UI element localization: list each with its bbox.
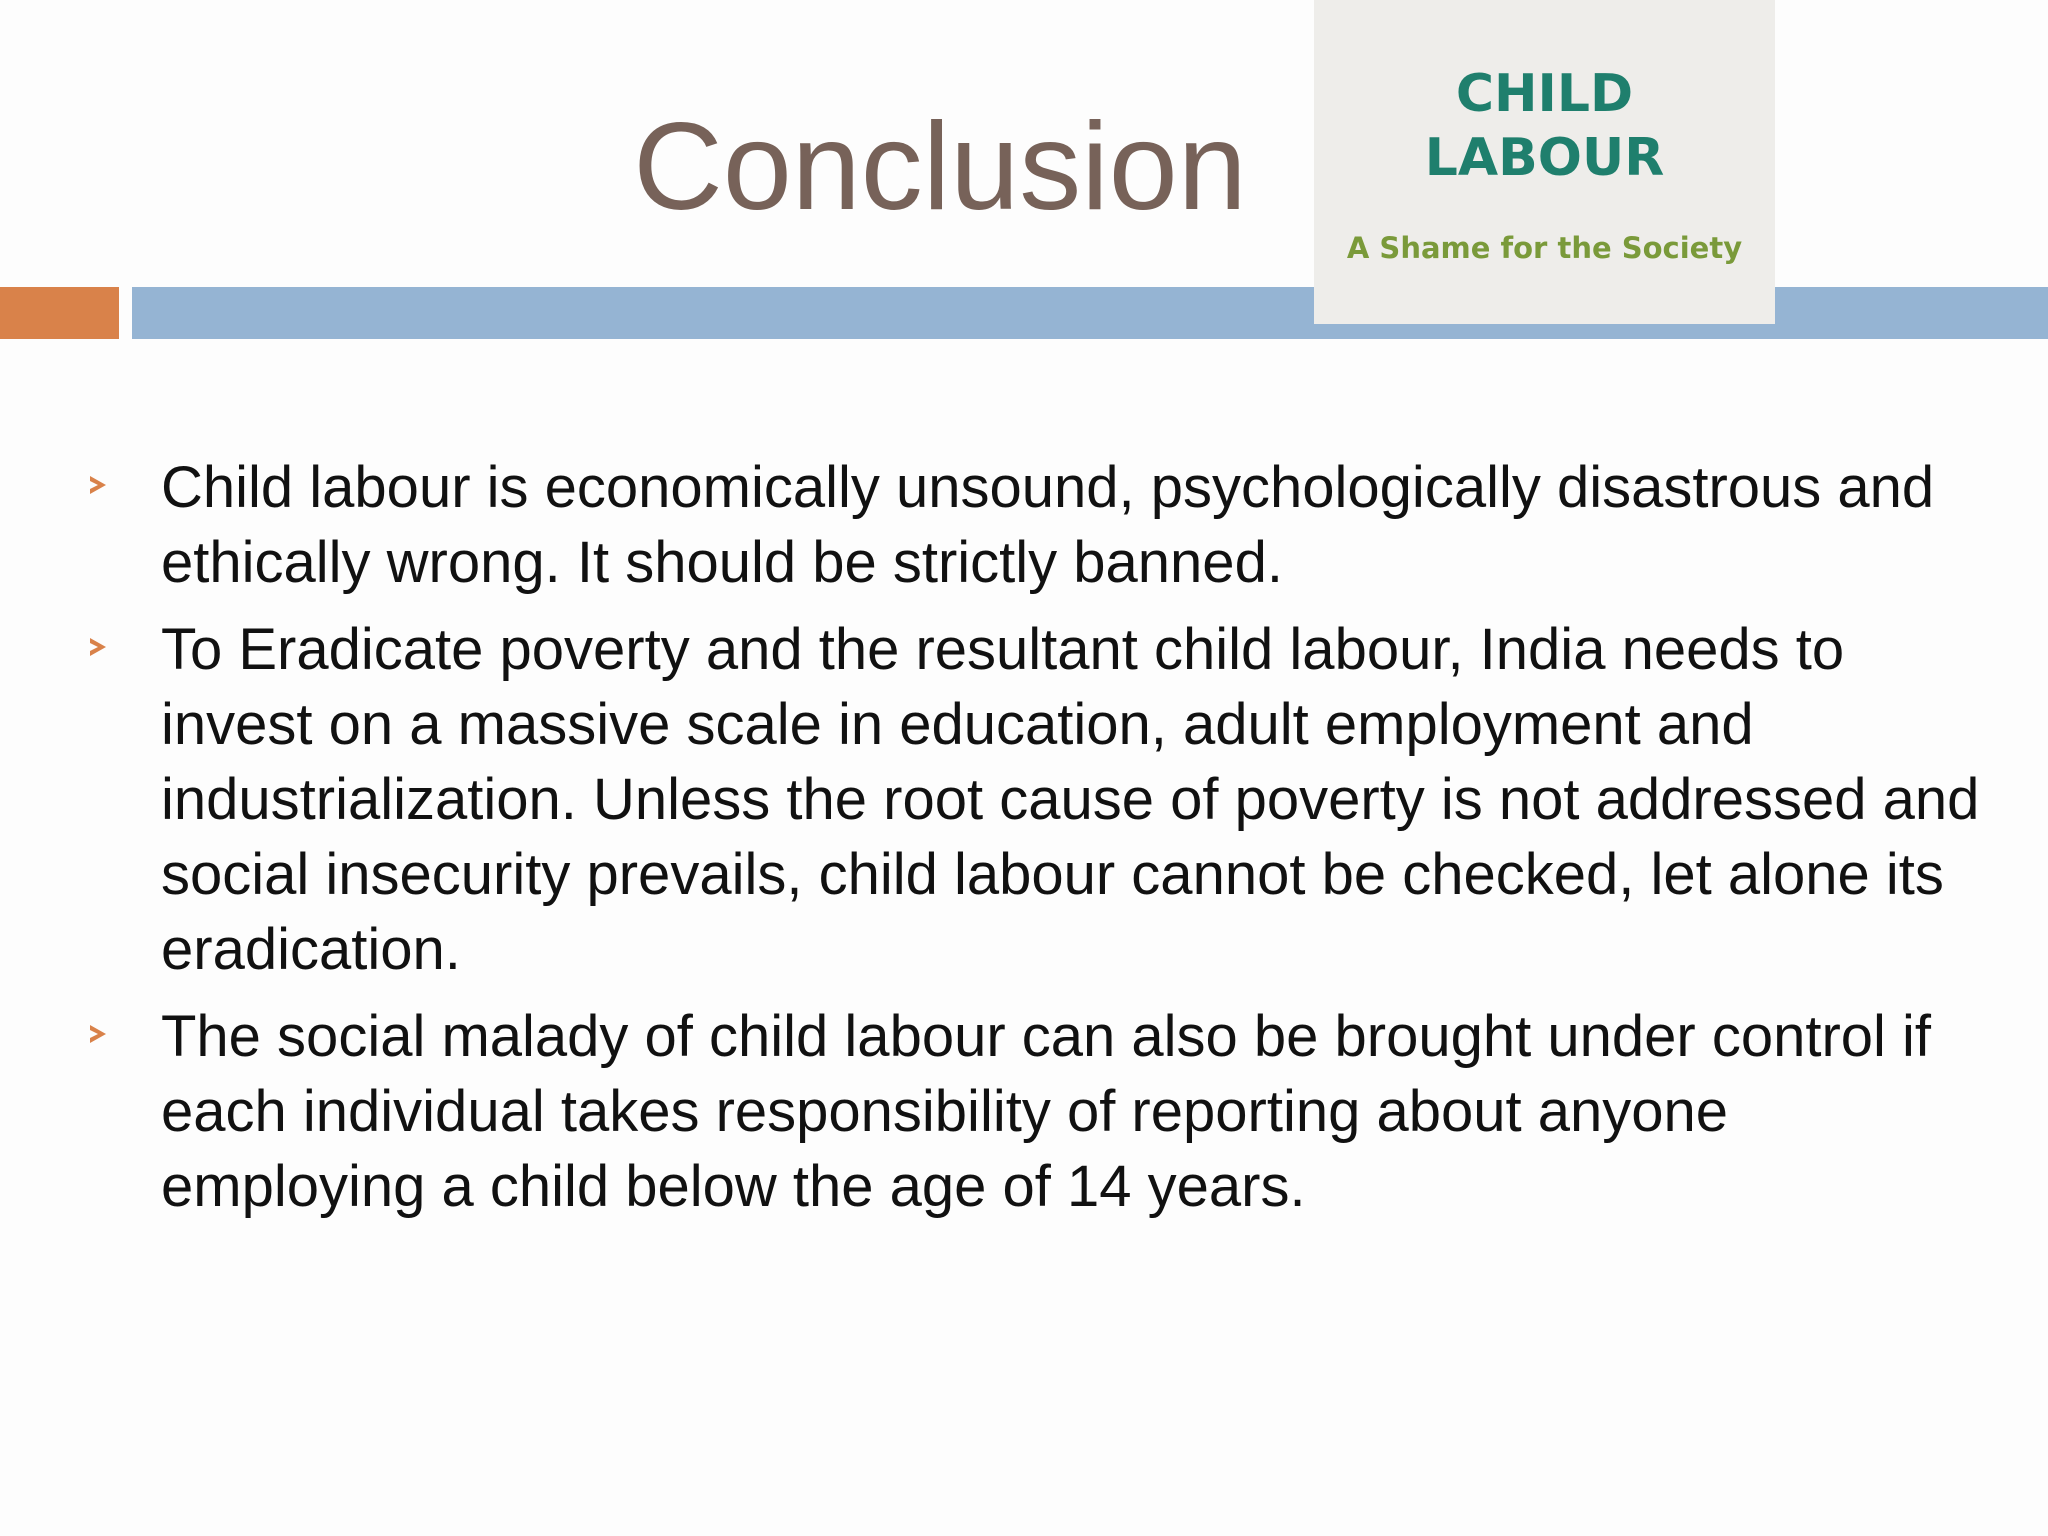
- bullet-list: [0, 450, 2048, 1236]
- arrowhead-bullet-icon: [90, 638, 106, 656]
- bullet-text: To Eradicate poverty and the resultant child labour, India needs to invest on a massive scale in education, adult employment and industrialization. Unless the root cause of poverty is not addressed and social insecurity prevails, child labour cannot be checked, let alone its eradication.: [161, 617, 1980, 982]
- arrowhead-bullet-icon: [90, 1025, 106, 1043]
- bullet-text: The social malady of child labour can also be brought under control if each individual takes responsibility of reporting about anyone employing a child below the age of 14 years.: [161, 1004, 1932, 1219]
- bullet-item: [0, 999, 2048, 1224]
- arrowhead-bullet-icon: [90, 476, 106, 494]
- logo-subtitle: A Shame for the Society: [1346, 231, 1743, 265]
- bullet-item: [0, 612, 2048, 987]
- accent-bar-orange: [0, 287, 119, 339]
- slide-title: Conclusion: [633, 98, 1247, 236]
- logo-line-child: CHILD: [1455, 64, 1634, 124]
- bullet-text: Child labour is economically unsound, psychologically disastrous and ethically wrong. It should be strictly banned.: [161, 455, 1935, 595]
- bullet-item: [0, 450, 2048, 600]
- logo-line-labour: LABOUR: [1424, 128, 1665, 188]
- child-labour-logo: [1314, 0, 1775, 324]
